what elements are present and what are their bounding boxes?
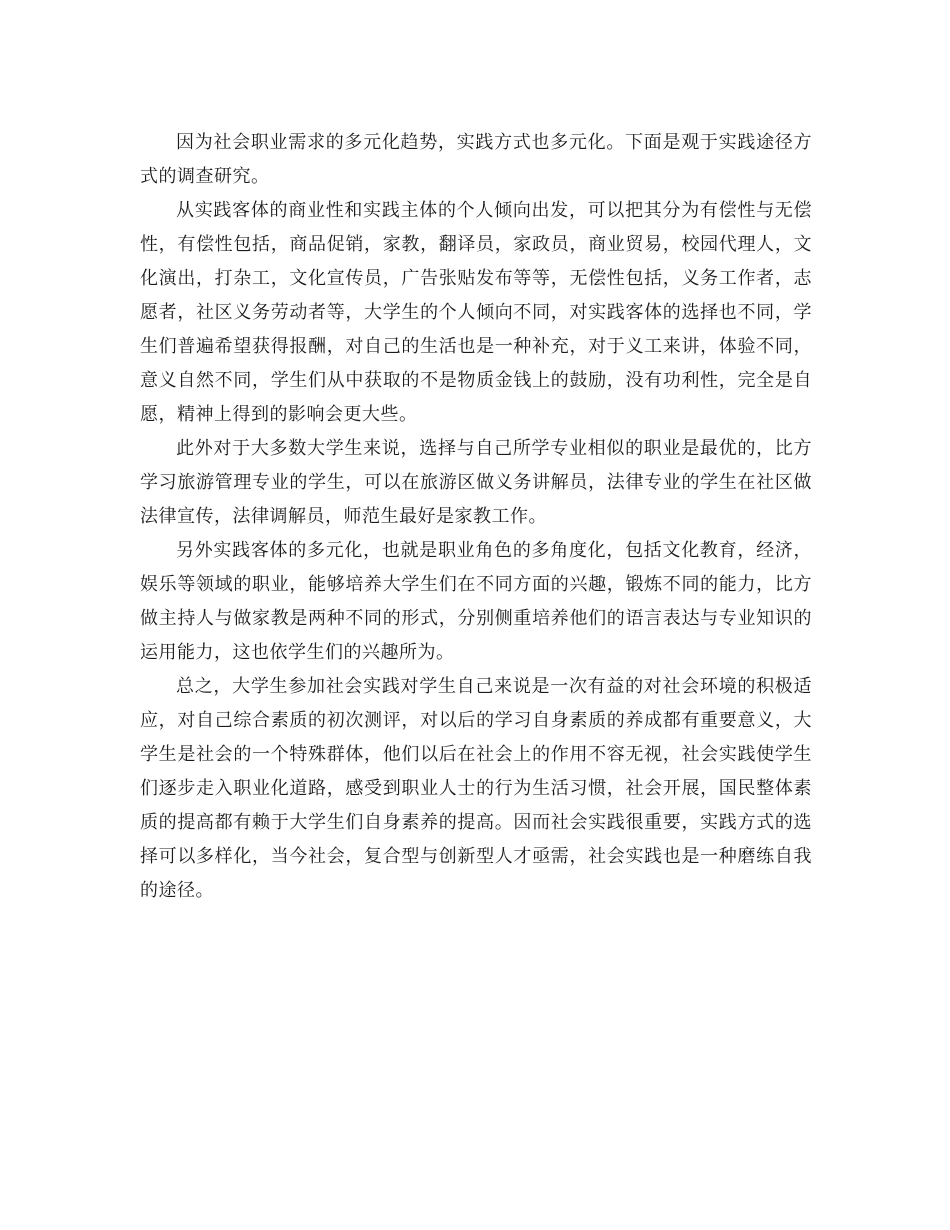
- paragraph-conclusion: 总之，大学生参加社会实践对学生自己来说是一次有益的对社会环境的积极适应，对自己综合素质的初次测评，对以后的学习自身素质的养成都有重要意义，大学生是社会的一个特殊群体，他们以后在社会上的作用不容无视，社会实践使学生们逐步走入职业化道路，感受到职业人士的行为生活习惯，社会开展，国民整体素质的提高都有赖于大学生们自身素养的提高。因而社会实践很重要，实践方式的选择可以多样化，当今社会，复合型与创新型人才亟需，社会实践也是一种磨练自我的途径。: [140, 676, 812, 901]
- paragraph-major-related: 此外对于大多数大学生来说，选择与自己所学专业相似的职业是最优的，比方学习旅游管理专业的学生，可以在旅游区做义务讲解员，法律专业的学生在社区做法律宣传，法律调解员，师范生最好是家教工作。: [140, 438, 812, 527]
- document-body: [140, 126, 812, 908]
- paragraph-intro: 因为社会职业需求的多元化趋势，实践方式也多元化。下面是观于实践途径方式的调查研究。: [140, 132, 812, 187]
- paragraph-paid-unpaid: 从实践客体的商业性和实践主体的个人倾向出发，可以把其分为有偿性与无偿性，有偿性包括，商品促销，家教，翻译员，家政员，商业贸易，校园代理人，文化演出，打杂工，文化宣传员，广告张贴发布等等，无偿性包括，义务工作者，志愿者，社区义务劳动者等，大学生的个人倾向不同，对实践客体的选择也不同，学生们普遍希望获得报酬，对自己的生活也是一种补充，对于义工来讲，体验不同，意义自然不同，学生们从中获取的不是物质金钱上的鼓励，没有功利性，完全是自愿，精神上得到的影响会更大些。: [140, 200, 812, 425]
- paragraph-diversification: 另外实践客体的多元化，也就是职业角色的多角度化，包括文化教育，经济，娱乐等领域的职业，能够培养大学生们在不同方面的兴趣，锻炼不同的能力，比方做主持人与做家教是两种不同的形式，分别侧重培养他们的语言表达与专业知识的运用能力，这也依学生们的兴趣所为。: [140, 540, 812, 663]
